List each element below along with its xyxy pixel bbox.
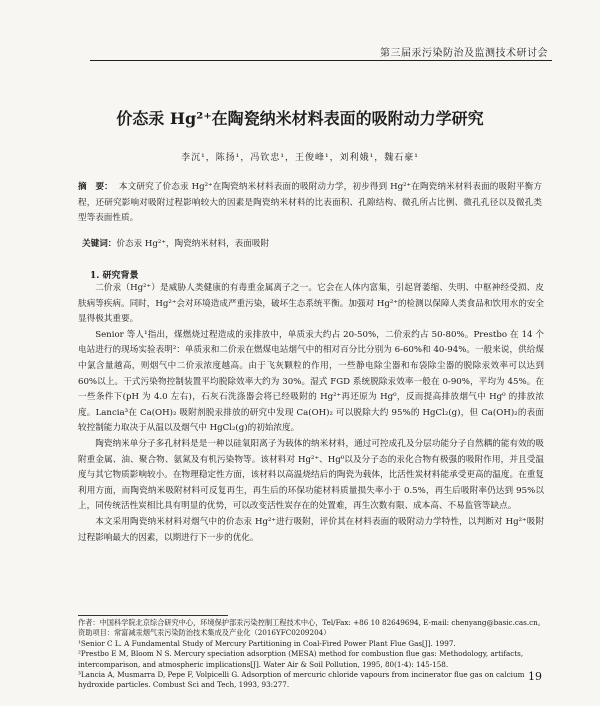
header-rule [90,60,552,61]
body-paragraph: Senior 等人¹指出，煤燃烧过程造成的汞排放中，单质汞大约占 20-50%，二价汞约占 50-80%。Prestbo 在 14 个电站进行的现场实验表明²：单质汞和二价汞在燃煤电站烟气中的相对百分比分别为 6-60%和 40-94%。一般来说，供给煤中氯含量越高，则烟气中二价汞浓度越高。由于飞灰颗粒的作用，一些静电除尘器和布袋除尘器的脱除汞效率可以达到 60%以上。干式污染物控制装置平均脱除效率大约为 30%。湿式 FGD 系统脱除汞效率一般在 0-90%，平均为 45%。在一些条件下(pH 为 4.0 左右)，石灰石洗涤器会将已经吸附的 Hg²⁺再还原为 Hg⁰，反而提高排放烟气中 Hg⁰ 的排放浓度。Lancia³在 Ca(OH)₂ 吸附剂脱汞排放的研究中发现 Ca(OH)₂ 可以脱除大约 95%的 HgCl₂(g)，但 Ca(OH)₂的表面较控制能力取决于从温以及烟气中 HgCl₂(g)的初始浓度。 [78,329,544,434]
section-heading: 1. 研究背景 [90,271,139,281]
footnotes [78,618,550,691]
footnote-reference: ²Prestbo E M, Bloom N S. Mercury speciation adsorption (MESA) method for combustion flue gas: Methodology, artifacts, intercomparison, and atmospheric implications[J]. Water Air & Soil Pollution, 1995, 80(1-4): 145-158. [78,649,524,669]
body-paragraph: 二价汞（Hg²⁺）是威胁人类健康的有毒重金属离子之一。它会在人体内富集，引起肾萎缩、失明、中枢神经受损、皮肤病等疾病。同时，Hg²⁺会对环境造成严重污染，破坏生态系统平衡。加强对 Hg²⁺的检测以保障人类食品和饮用水的安全显得极其重要。 [78,283,544,325]
page-number: 19 [528,670,542,683]
abstract-label: 摘 要： [78,182,113,192]
footnote-rule [78,615,228,616]
paper-title: 价态汞 Hg²⁺在陶瓷纳米材料表面的吸附动力学研究 [116,109,484,128]
body-paragraph: 陶瓷纳米单分子多孔材料是是一种以硅氧阳离子为载体的纳米材料，通过可控成孔及分层功能分子自然耦的能有效的吸附重金属、油、聚合物、氨氮及有机污染物等。该材料对 Hg²⁺、Hg⁰以及分子态的汞化合物有极强的吸附作用，并且受温度与其它物质影响较小。在物理稳定性方面，该材料以高温烧结后的陶瓷为载体，比活性炭材料能承受更高的温度。在重复利用方面，而陶瓷纳米吸附材料可反复再生，再生后的环保功能材料质量损失率小于 0.5%，再生后吸附率仍达到 95%以上，同传统活性炭相比具有明显的优势，可以改变活性炭存在的处置难，再生次数有限、成本高、不易监管等缺点。 [78,438,544,512]
body-text [78,281,544,546]
footnote-reference: ³Lancia A, Musmarra D, Pepe F, Volpicelli G. Adsorption of mercuric chloride vapours from incinerator flue gas on calcium hydroxide particles. Combust Sci and Tech, 1993, 93:277. [78,670,525,690]
abstract-text: 本文研究了价态汞 Hg²⁺在陶瓷纳米材料表面的吸附动力学，初步得到 Hg²⁺在陶瓷纳米材料表面的吸附平衡方程，还研究影响对吸附过程影响较大的因素是陶瓷纳米材料的比表面积、孔隙结构、微孔所占比例、微孔孔径以及微孔类型等表面性质。 [78,182,542,223]
keywords [82,237,542,249]
body-paragraph: 本文采用陶瓷纳米材料对烟气中的价态汞 Hg²⁺进行吸附，评价其在材料表面的吸附动力学特性，以判断对 Hg²⁺吸附过程影响最大的因素，以期进行下一步的优化。 [78,516,544,543]
footnote-reference: ¹Senior C L. A Fundamental Study of Mercury Partitioning in Coal-Fired Power Plant Flue Gas[J]. 1997. [78,638,456,648]
conference-header: 第三届汞污染防治及监测技术研讨会 [380,48,548,59]
keywords-text: 价态汞 Hg²⁺，陶瓷纳米材料，表面吸附 [116,239,270,249]
author-list: 李沉¹，陈扬¹，冯钦忠¹，王俊峰¹，刘利娥¹，魏石豪¹ [181,153,419,163]
footnote-affiliation: 作者：中国科学院北京综合研究中心，环境保护部汞污染控制工程技术中心，Tel/Fax: +86 10 82649694, E-mail: chenyang@basic.cas.cn。资助项目：常富减汞烟气汞污染防治技术集成及产业化（2016YFC0209204） [78,618,545,638]
keywords-label: 关键词： [82,239,117,249]
abstract [78,180,542,227]
